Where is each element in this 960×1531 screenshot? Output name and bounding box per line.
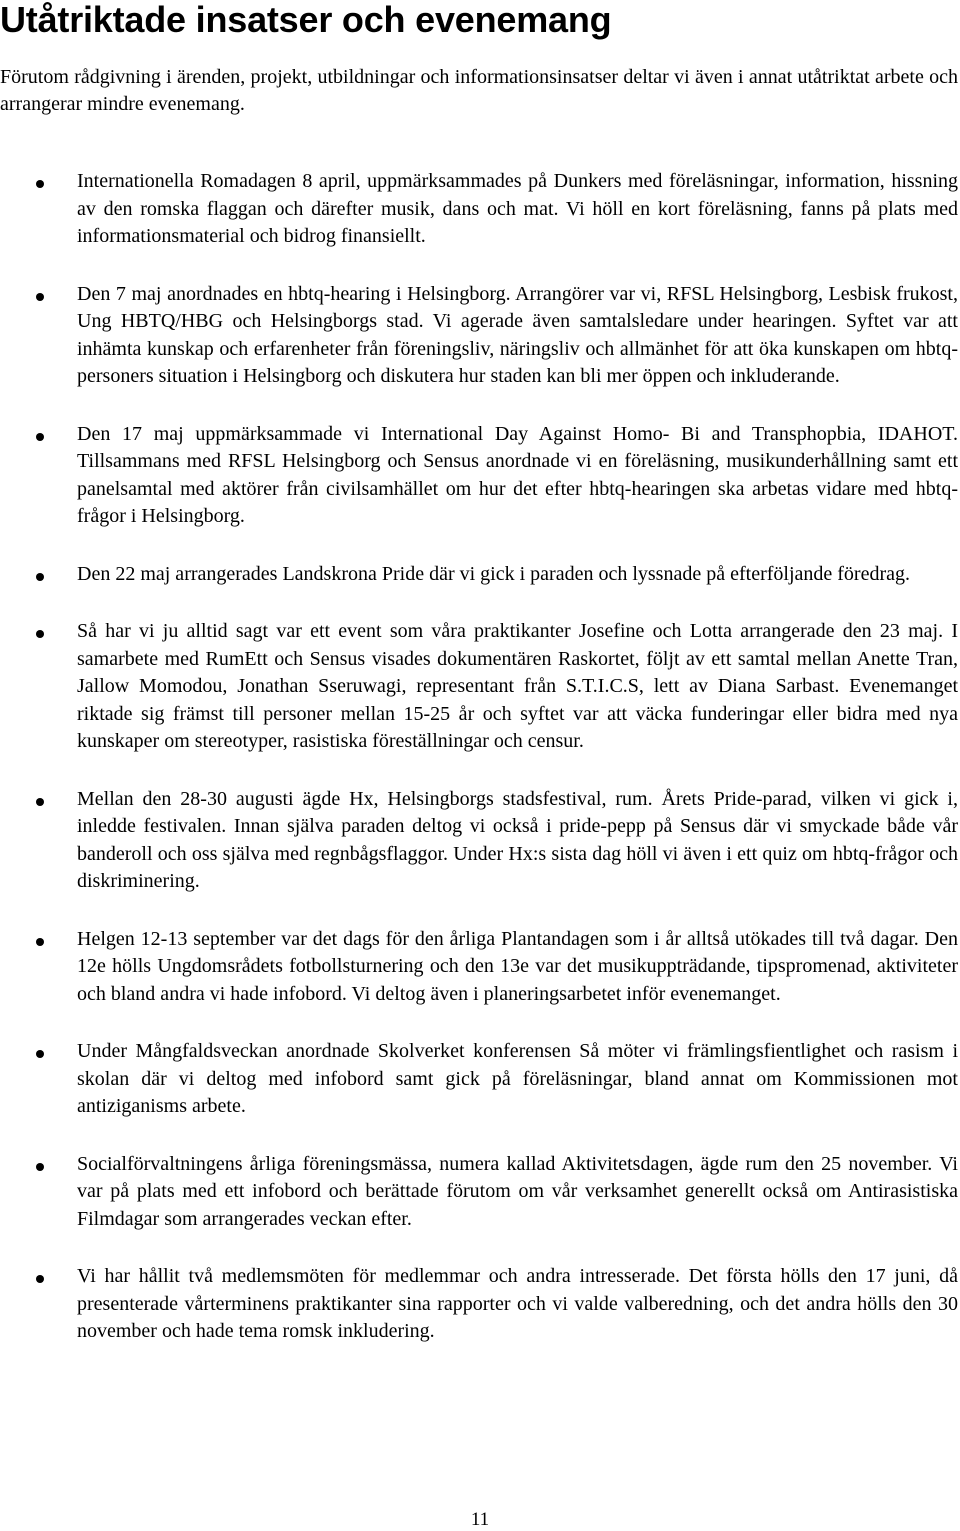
bullet-icon	[36, 630, 44, 638]
page-heading: Utåtriktade insatser och evenemang	[0, 0, 612, 40]
list-item	[0, 168, 958, 251]
list-item	[0, 1151, 958, 1234]
page-number: 11	[470, 1509, 490, 1530]
list-item	[0, 421, 958, 531]
list-item-text: Under Mångfaldsveckan anordnade Skolverket konferensen Så möter vi främlingsfientlighet och rasism i skolan där vi deltog med infobord samt gick på föreläsningar, bland annat om Kommissionen mot antiziganisms arbete.	[77, 1040, 958, 1117]
bullet-icon	[36, 293, 44, 301]
list-item	[0, 281, 958, 391]
bullet-icon	[36, 1275, 44, 1283]
bullet-icon	[36, 798, 44, 806]
list-item-text: Vi har hållit två medlemsmöten för medlemmar och andra intresserade. Det första hölls den 17 juni, då presenterade vårterminens praktikanter sina rapporter och vi valde valberedning, och det andra hölls den 30 november och hade tema romsk inkludering.	[77, 1265, 958, 1342]
bullet-icon	[36, 938, 44, 946]
bullet-icon	[36, 180, 44, 188]
list-item-text: Så har vi ju alltid sagt var ett event som våra praktikanter Josefine och Lotta arrangerade den 23 maj. I samarbete med RumEtt och Sensus visades dokumentären Raskortet, följt av ett samtal mellan Anette Tran, Jallow Momodou, Jonathan Sseruwagi, representant från S.T.I.C.S, lett av Diana Sarbast. Evenemanget riktade sig främst till personer mellan 15-25 år och syftet var att väcka funderingar eller bidra med nya kunskaper om stereotyper, rasistiska föreställningar och censur.	[77, 620, 958, 752]
list-item-text: Internationella Romadagen 8 april, uppmärksammades på Dunkers med föreläsningar, information, hissning av den romska flaggan och därefter musik, dans och mat. Vi höll en kort föreläsning, fanns på plats med informationsmaterial och bidrog finansiellt.	[77, 170, 958, 247]
list-item-text: Den 17 maj uppmärksammade vi International Day Against Homo- Bi and Transphopbia, IDAHOT. Tillsammans med RFSL Helsingborg och Sensus anordnade vi en föreläsning, musikunderhållning samt ett panelsamtal med aktörer från civilsamhället om hur det efter hbtq-hearingen ska arbetas vidare med hbtq-frågor i Helsingborg.	[77, 422, 958, 527]
bullet-icon	[36, 433, 44, 441]
bullet-icon	[36, 1050, 44, 1058]
list-item-text: Helgen 12-13 september var det dags för den årliga Plantandagen som i år alltså utökades till två dagar. Den 12e hölls Ungdomsrådets fotbollsturnering och den 13e var det musikuppträdande, tipspromenad, aktiviteter och bland andra vi hade infobord. Vi deltog även i planeringsarbetet inför evenemanget.	[77, 927, 958, 1005]
list-item	[0, 1263, 958, 1346]
event-list	[0, 168, 958, 1376]
list-item	[0, 786, 958, 896]
list-item	[0, 926, 958, 1009]
intro-paragraph: Förutom rådgivning i ärenden, projekt, utbildningar och informationsinsatser deltar vi även i annat utåtriktat arbete och arrangerar mindre evenemang.	[0, 66, 958, 115]
list-item	[0, 1038, 958, 1121]
bullet-icon	[36, 1163, 44, 1171]
list-item-text: Den 22 maj arrangerades Landskrona Pride där vi gick i paraden och lyssnade på efterföljande föredrag.	[77, 562, 910, 585]
list-item-text: Socialförvaltningens årliga föreningsmässa, numera kallad Aktivitetsdagen, ägde rum den 25 november. Vi var på plats med ett infobord och berättade förutom om vår verksamhet generellt också om Antirasistiska Filmdagar som arrangerades veckan efter.	[77, 1152, 958, 1230]
list-item	[0, 561, 958, 589]
list-item-text: Den 7 maj anordnades en hbtq-hearing i Helsingborg. Arrangörer var vi, RFSL Helsingborg, Lesbisk frukost, Ung HBTQ/HBG och Helsingborgs stad. Vi agerade även samtalsledare under hearingen. Syftet var att inhämta kunskap och erfarenheter från föreningsliv, näringsliv och allmänhet för att öka kunskapen om hbtq-personers situation i Helsingborg och diskutera hur staden kan bli mer öppen och inkluderande.	[77, 282, 958, 387]
list-item-text: Mellan den 28-30 augusti ägde Hx, Helsingborgs stadsfestival, rum. Årets Pride-parad, vilken vi gick i, inledde festivalen. Innan själva paraden deltog vi också i pride-pepp på Sensus där vi smyckade både vår banderoll och oss själva med regnbågsflaggor. Under Hx:s sista dag höll vi även i ett quiz om hbtq-frågor och diskriminering.	[77, 787, 958, 892]
list-item	[0, 618, 958, 756]
bullet-icon	[36, 573, 44, 581]
